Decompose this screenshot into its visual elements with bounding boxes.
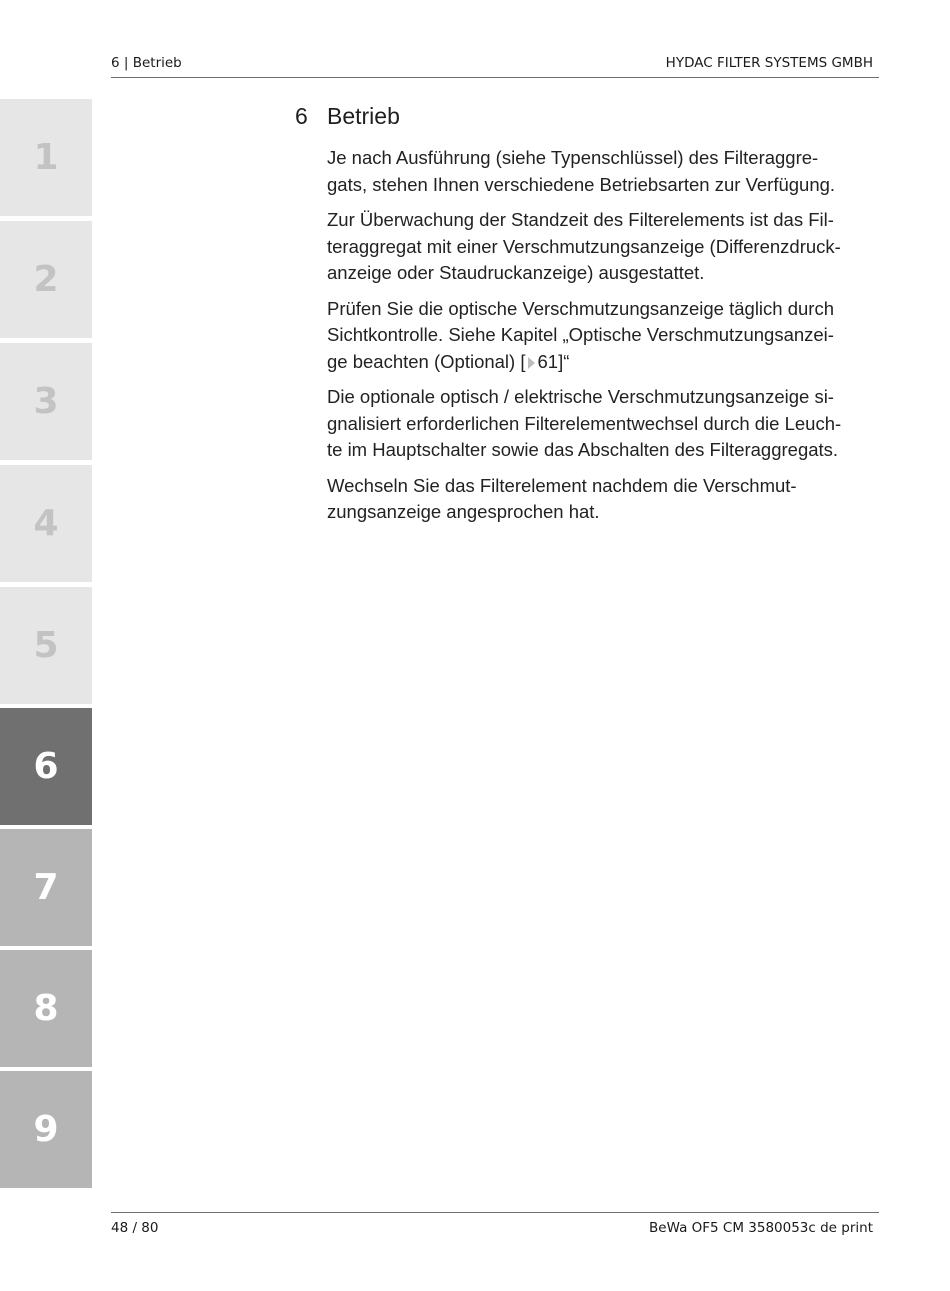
text-line: Zur Überwachung der Standzeit des Filterelements ist das Fil- [327, 209, 834, 230]
paragraph [327, 384, 875, 464]
triangle-right-icon [528, 357, 535, 369]
chapter-tab-5[interactable]: 5 [0, 587, 92, 704]
text-line: gnalisiert erforderlichen Filterelementwechsel durch die Leuch- [327, 412, 842, 434]
xref-page-link[interactable]: 61 [537, 350, 559, 372]
chapter-tab-8[interactable]: 8 [0, 950, 92, 1067]
chapter-title: Betrieb [327, 103, 400, 129]
page-footer [111, 1212, 879, 1238]
text-line: teraggregat mit einer Verschmutzungsanzeige (Differenzdruck- [327, 235, 841, 257]
paragraph [327, 473, 875, 526]
xref-text-after: ]“ [558, 350, 570, 372]
chapter-tab-9[interactable]: 9 [0, 1071, 92, 1188]
chapter-tab-6-active[interactable]: 6 [0, 708, 92, 825]
paragraph [327, 207, 875, 287]
chapter-number: 6 [295, 103, 308, 129]
chapter-tab-3[interactable]: 3 [0, 343, 92, 460]
document-id: BeWa OF5 CM 3580053c de print [649, 1220, 873, 1236]
xref-text-before: ge beachten (Optional) [ [327, 350, 526, 372]
chapter-tab-2[interactable]: 2 [0, 221, 92, 338]
chapter-tab-1[interactable]: 1 [0, 99, 92, 216]
text-line: Wechseln Sie das Filterelement nachdem die Verschmut- [327, 474, 797, 496]
body-text [327, 145, 875, 535]
page-number: 48 / 80 [111, 1220, 159, 1236]
paragraph [327, 145, 875, 198]
text-line: gats, stehen Ihnen verschiedene Betriebsarten zur Verfügung. [327, 173, 836, 195]
header-section: 6 | Betrieb [111, 55, 182, 71]
text-line: zungsanzeige angesprochen hat. [327, 501, 600, 522]
paragraph [327, 296, 875, 376]
text-line: Je nach Ausführung (siehe Typenschlüssel) des Filteraggre- [327, 147, 819, 168]
text-line: Sichtkontrolle. Siehe Kapitel „Optische Verschmutzungsanzei- [327, 324, 834, 345]
text-line: anzeige oder Staudruckanzeige) ausgestattet. [327, 262, 705, 283]
text-line: te im Hauptschalter sowie das Abschalten des Filteraggregats. [327, 439, 839, 460]
chapter-tab-4[interactable]: 4 [0, 465, 92, 582]
chapter-tab-7[interactable]: 7 [0, 829, 92, 946]
text-line: Die optionale optisch / elektrische Verschmutzungsanzeige si- [327, 386, 834, 407]
page-header [111, 52, 879, 78]
cross-reference-line [327, 349, 875, 376]
header-company: HYDAC FILTER SYSTEMS GMBH [665, 55, 873, 71]
text-line: Prüfen Sie die optische Verschmutzungsanzeige täglich durch [327, 297, 834, 319]
